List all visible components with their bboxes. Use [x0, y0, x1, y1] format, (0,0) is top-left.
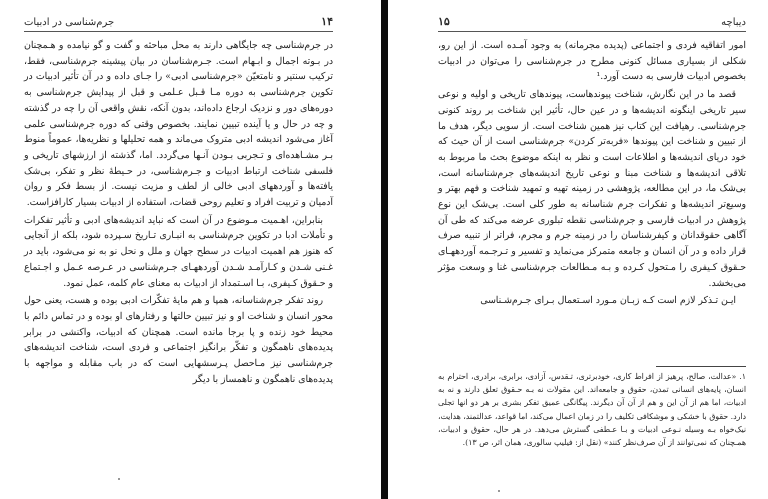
- footnote: ۱. «عدالت، صالح، پرهیز از افراط کاری، خودبرتری، تـقدس، آزادی، برابری، برادری، احترام به انسان، پایه‌های انسانی تمدن، حقوق و جامعه‌اند. این مقولات نه بـه حـقوق تعلق دارند و نه به ادبیات، اما هم از آن این و هم از آن آن دیگرند. پیگانگی عمیق تفکر بشری بر هر دو انها تجلی دارد. حقوق با خشکی و موشکافی تکلیف را در زمان اعمال می‌کند، اما قواعد، عدالتمند، هدایت، نیک‌خواه بـه وسیله نـوعی ادبیات و بـا عـطفی گسترش می‌دهد. در هر حال، حقوق و ادبیات، همـچنان که نمی‌توانند از آن صرف‌نظر کنند» (نقل از: فیلیپ سالوری، همان اثر، ص ۱۳).: [438, 372, 746, 448]
- left-page-number: ۱۴: [321, 15, 333, 28]
- left-paragraph-3: روند تفکر جرم‌شناسانه، همپا و هم مایهٔ تفکّرات ادبی بوده و هست، یعنی حول محور انسان و شناخت او و نیز تبیین حالتها و رفتارهای او بوده و در تماس دائم با محیط خود زنده و پا برجا مانده است. همچنان که ادبیات، واکنشی در برابر پدیده‌های ناهمگون و تفکّر برانگیز اجتماعی و فردی است، شناخت اندیشه‌های جرم‌شناسی نیز مـاحصل پـرسشهایی است که در باب مقابله و مواجهه با پدیده‌های ناهمگون و ناهمساز با دیگر: [24, 295, 333, 385]
- left-page: [0, 0, 381, 499]
- book-gutter: [381, 0, 388, 499]
- left-page-header: [24, 8, 333, 28]
- right-page: [388, 0, 768, 499]
- scan-speck: [118, 478, 120, 480]
- left-paragraph-2: بنابراین، اهـمیت مـوضوع در آن است که نباید اندیشه‌های ادبی و تأثیر تفکرات و تأملات ادبا در تکوین جرم‌شناسی به انبـاری تـاریخ سـپرده شود، بلکه از آنجایی که هنوز هم اهمیت ادبیات در سطح جهان و ملل و نحل نو به نو می‌شود، باید در غـنی شـدن و کـارآمـد شـدن آوردههـای جـرم‌شناسی در عـرصه عـمل و اجـتماع و حـقوق کـیفری، بـا اسـتمداد از ادبیات به معنای عام کلمه، عمل نمود.: [24, 214, 333, 289]
- scan-speck: [498, 490, 500, 492]
- left-header-rule: [24, 31, 333, 32]
- right-page-header: [438, 8, 746, 28]
- left-paragraph-1: در جرم‌شناسی چه جایگاهی دارند به محل مباحثه و گفت و گو نیامده و هـمچنان در بـوته اجمال و ابـهام است. جـرم‌شناسان در بیان پیشینه جرم‌شناسی، فقط، ترکیب سنتیر و نامتعیّن «جرم‌شناسی ادبی» را جـای داده و در آن تأثیر ادبیات در تکوین جرم‌شناسی به دوره مـا قـبل عـلمی و قبل از پیدایش جرم‌شناسی به دوره‌های دور و نزدیک ارجاع داده‌اند، بدون آنکه، نقش واقعی آن را چه در گذشته و چه در حال و یا آینده تبیین نمایند. بخصوص وقتی که دوره جرم‌شناسی علمی آغاز می‌شود اندیشه ادبی متروک می‌ماند و همه تحلیلها و نظریه‌ها، عموماً منوط بـر مشـاهده‌ای و تـجربی بـودن آنـها می‌گردد. اما، گذشته از ارزشهای تاریخی و فلسفی شناخت ارتباط ادبیات و جـرم‌شناسی، در حـیطهٔ نظر و تفکر، بی‌شک یافته‌ها و آوردههای ادبی خالی از لطف و مزیت نیست. از بسط فکر و روان آدمیان و تربیت افراد و تعلیم روحی قضات، استفاده از ادبیات بسیار کارافزاست.: [24, 40, 333, 209]
- right-header-rule: [438, 31, 746, 32]
- right-running-title: دیباچه: [721, 17, 746, 28]
- right-page-number: ۱۵: [438, 15, 450, 28]
- left-running-title: جرم‌شناسی در ادبیات: [24, 17, 115, 28]
- right-paragraph-3: ایـن تـذکر لازم است کـه زبـان مـورد اسـتعمال بـرای جـرم‌شـناسی: [480, 295, 736, 307]
- right-paragraph-2: قصد ما در این نگارش، شناخت پیوندهاست، پیوندهای تاریخی و اولیه و نوعی سیر تاریخی اینگونه اندیشه‌ها و در عین حال، تأثیر این شناخت بر روند کنونی جرم‌شناسی. رهیافت این کتاب نیز همین شناخت است. از سویی دیگر، هدف ما از تبیین و شناخت این پیوندها «فربه‌تر کردن» جرم‌شناسی است از آن حیث که خود دریای اندیشه‌ها و اطلاعات است و نظر به اینکه موضوع بحث ما مربوط به تلاقی اندیشه‌ها و شناخت مبنا و نوعی تاریخ اندیشه‌های جرم‌شناسانه است، بی‌شک ما، در این مطالعه، پژوهشی در زمینه تهیه و تمهید شناخت و فهم بهتر و وسیع‌تر اندیشه‌ها و تفکرات جرم شناسانه به طور کلی است. بی‌شک این نوع پژوهش در ادبیات فارسی و جرم‌شناسی نقطه تبلوری عرضه می‌کند که طی آن آگاهی حقوقدانان و کیفرشناسان را در زمینه جرم و مجرم، فراتر از تنبیه صرف قرار داده و در آن انسان و جامعه متمرکز می‌نماید و تفسیر و تـرجـمه آوردههـای حـقوق کـیفری را مـتحول کـرده و بـه مـطالعات جرم‌شناسی غنا و وسعت مؤثر می‌بخشد.: [438, 89, 746, 289]
- footnote-rule: [656, 366, 746, 367]
- right-page-body: [438, 38, 746, 311]
- right-paragraph-1: امور اتفاقیه فردی و اجتماعی (پدیده مجرمانه) به وجود آمـده است. از این رو، شکلی از بسیاری مسائل کنونی مطرح در جرم‌شناسی را می‌توان در ادبیات بخصوص ادبیات فارسی به دست آورد.¹: [438, 40, 746, 83]
- left-page-body: [24, 38, 333, 389]
